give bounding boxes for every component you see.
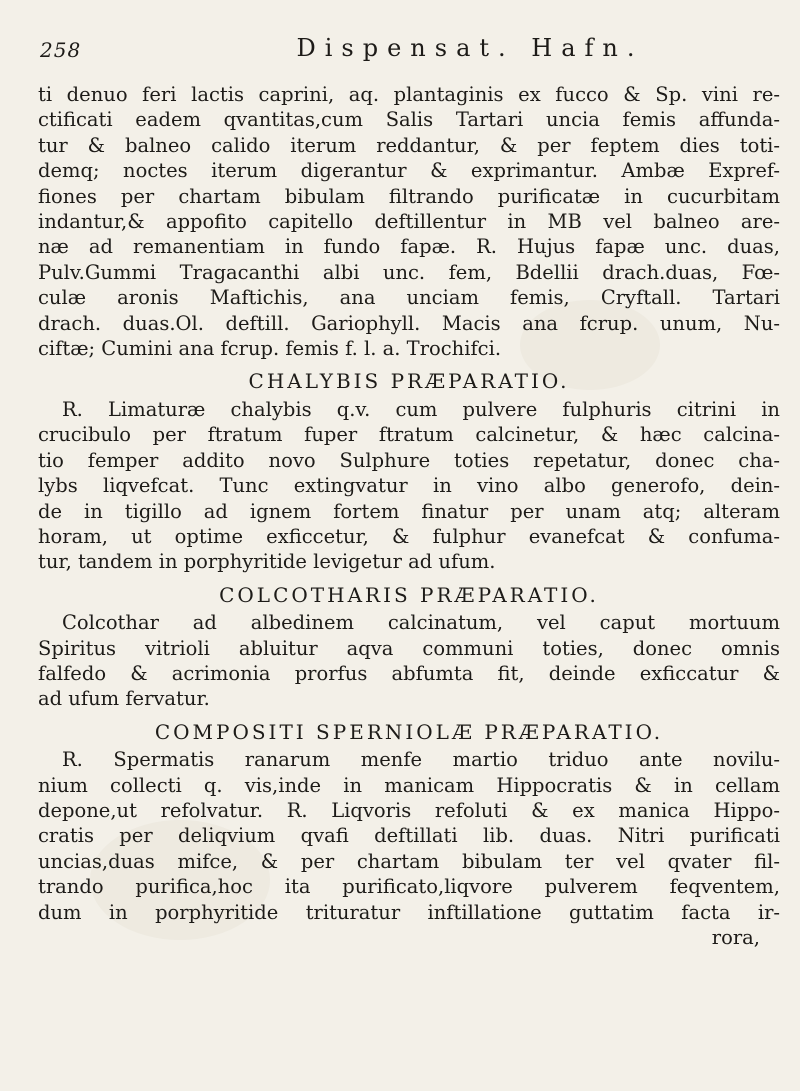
- paragraph: [38, 82, 780, 361]
- section-heading: CHALYBIS PRÆPARATIO.: [248, 369, 570, 394]
- text-line: depone,ut refolvatur. R. Liqvoris refoluti & ex manica Hippo-: [38, 798, 780, 822]
- page-header: [40, 34, 780, 74]
- page-number: 258: [40, 38, 82, 62]
- text-line: ctificati eadem qvantitas,cum Salis Tartari uncia femis affunda-: [38, 108, 780, 132]
- text-line: falfedo & acrimonia prorfus abfumta fit, deinde exficcatur &: [38, 661, 780, 685]
- text-line: culæ aronis Maftichis, ana unciam femis, Cryftall. Tartari: [38, 286, 780, 310]
- text-line: tur, tandem in porphyritide levigetur ad ufum.: [38, 550, 496, 574]
- text-line: dum in porphyritide trituratur inftillatione guttatim facta ir-: [38, 900, 780, 924]
- paragraph: [38, 747, 780, 950]
- text-line: horam, ut optime exficcetur, & fulphur evanefcat & confuma-: [38, 524, 780, 548]
- paragraph: [38, 610, 780, 712]
- text-line: tur & balneo calido iterum reddantur, & per feptem dies toti-: [38, 133, 780, 157]
- text-line: lybs liqvefcat. Tunc extingvatur in vino albo generofo, dein-: [38, 474, 780, 498]
- text-line: ciftæ; Cumini ana fcrup. femis f. l. a. Trochifci.: [38, 337, 502, 361]
- text-line: trando purifica,hoc ita purificato,liqvore pulverem feqventem,: [38, 875, 780, 899]
- section-heading: COLCOTHARIS PRÆPARATIO.: [219, 582, 599, 607]
- text-line: Spiritus vitrioli abluitur aqva communi toties, donec omnis: [38, 636, 780, 660]
- text-line: ad ufum fervatur.: [38, 687, 210, 711]
- text-line: R. Spermatis ranarum menfe martio triduo ante novilu-: [62, 748, 780, 772]
- section-heading: COMPOSITI SPERNIOLÆ PRÆPARATIO.: [154, 719, 664, 744]
- text-line: indantur,& appofito capitello deftillentur in MB vel balneo are-: [38, 210, 780, 234]
- text-line: Pulv.Gummi Tragacanthi albi unc. fem, Bdellii drach.duas, Fœ-: [38, 260, 780, 284]
- catchword: rora,: [711, 926, 760, 949]
- text-line: ti denuo feri lactis caprini, aq. plantaginis ex fucco & Sp. vini re-: [38, 83, 780, 106]
- text-line: fiones per chartam bibulam filtrando purificatæ in cucurbitam: [38, 184, 780, 208]
- text-line: drach. duas.Ol. deftill. Gariophyll. Macis ana fcrup. unum, Nu-: [38, 311, 780, 335]
- text-line: uncias,duas mifce, & per chartam bibulam ter vel qvater fil-: [38, 849, 780, 873]
- text-line: tio femper addito novo Sulphure toties repetatur, donec cha-: [38, 448, 780, 472]
- text-line: R. Limaturæ chalybis q.v. cum pulvere fulphuris citrini in: [62, 397, 780, 421]
- text-line: Colcothar ad albedinem calcinatum, vel caput mortuum: [62, 611, 780, 635]
- text-line: demq; noctes iterum digerantur & exprimantur. Ambæ Expref-: [38, 159, 780, 183]
- running-title: Dispensat. Hafn.: [296, 34, 644, 62]
- text-line: crucibulo per ftratum fuper ftratum calcinetur, & hæc calcina-: [38, 423, 780, 447]
- text-line: cratis per deliqvium qvafi deftillati lib. duas. Nitri purificati: [38, 824, 780, 848]
- text-line: næ ad remanentiam in fundo fapæ. R. Hujus fapæ unc. duas,: [38, 235, 780, 259]
- text-block: [38, 82, 780, 950]
- text-line: nium collecti q. vis,inde in manicam Hippocratis & in cellam: [38, 773, 780, 797]
- paragraph: [38, 397, 780, 575]
- text-line: de in tigillo ad ignem fortem finatur per unam atq; alteram: [38, 499, 780, 523]
